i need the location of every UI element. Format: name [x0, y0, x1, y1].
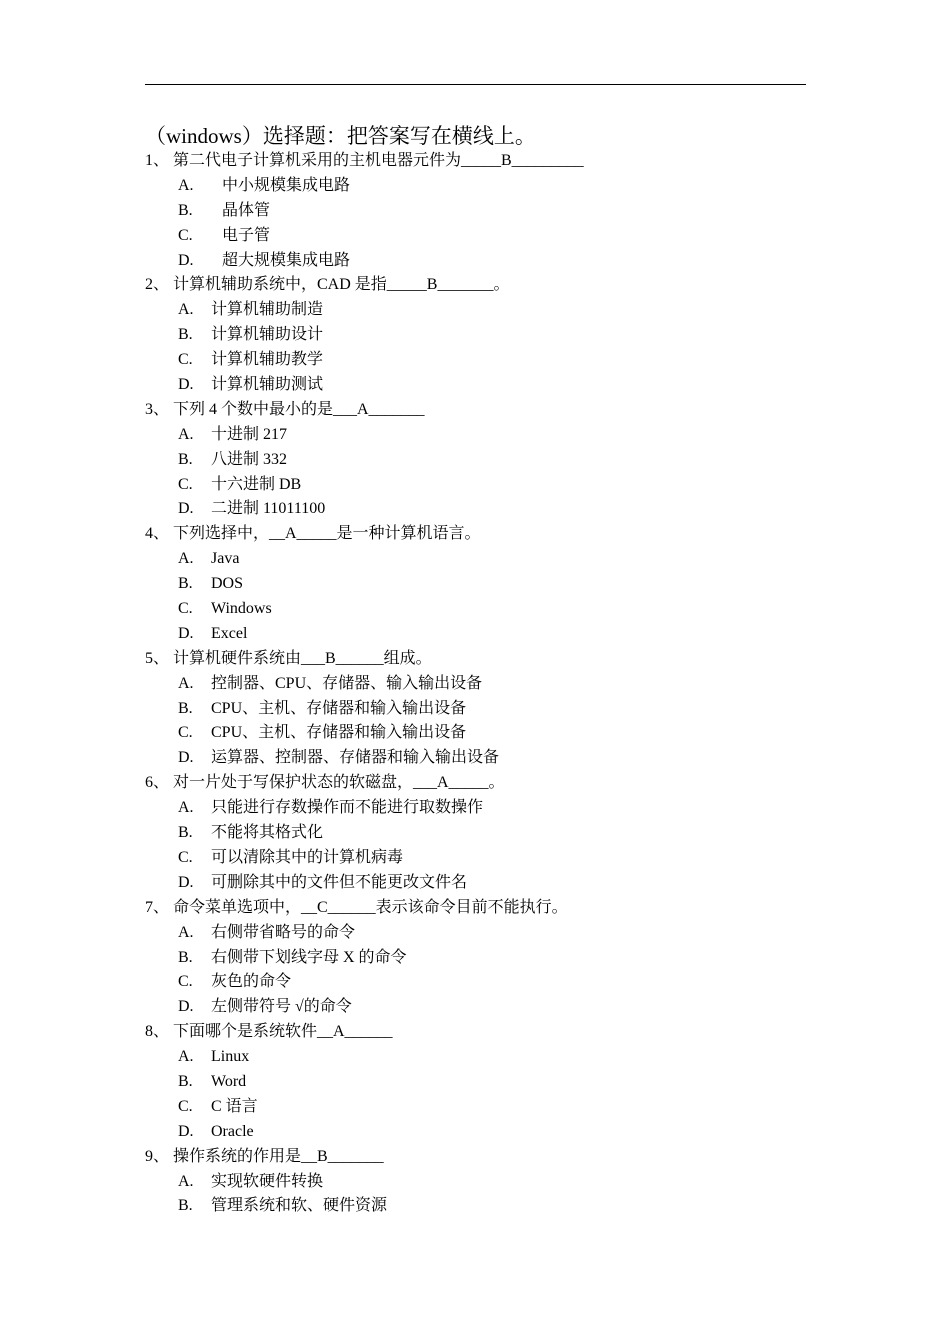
option-text: 可删除其中的文件但不能更改文件名: [211, 873, 468, 891]
option-letter: D.: [178, 1122, 194, 1140]
option-text: 中小规模集成电路: [222, 176, 351, 194]
question-number: 8、: [145, 1023, 170, 1041]
option-d: [145, 871, 825, 896]
option-b: [145, 821, 825, 846]
question-number: 2、: [145, 276, 170, 294]
question-3: [145, 398, 825, 522]
question-number: 3、: [145, 400, 170, 418]
option-letter: B.: [178, 201, 193, 219]
option-text: 控制器、CPU、存储器、输入输出设备: [211, 674, 483, 692]
option-text: 灰色的命令: [211, 973, 292, 991]
question-line: [145, 896, 825, 921]
option-letter: B.: [178, 575, 193, 593]
option-c: [145, 1095, 825, 1120]
option-d: [145, 622, 825, 647]
question-line: [145, 1145, 825, 1170]
option-letter: D.: [178, 624, 194, 642]
option-a: [145, 921, 825, 946]
option-letter: D.: [178, 500, 194, 518]
option-text: 十六进制 DB: [211, 475, 302, 493]
question-2: [145, 273, 825, 397]
option-a: [145, 174, 825, 199]
option-c: [145, 473, 825, 498]
option-b: [145, 946, 825, 971]
option-text: 实现软硬件转换: [211, 1172, 324, 1190]
question-line: [145, 149, 825, 174]
option-letter: B.: [178, 824, 193, 842]
question-text: 命令菜单选项中，__C______表示该命令目前不能执行。: [173, 898, 568, 916]
option-text: 计算机辅助设计: [211, 326, 324, 344]
option-letter: B.: [178, 326, 193, 344]
question-6: [145, 771, 825, 895]
option-d: [145, 746, 825, 771]
option-letter: A.: [178, 1172, 194, 1190]
question-number: 9、: [145, 1147, 170, 1165]
option-text: 计算机辅助测试: [211, 376, 324, 394]
option-text: 运算器、控制器、存储器和输入输出设备: [211, 749, 500, 767]
option-letter: D.: [178, 749, 194, 767]
option-text: Excel: [211, 624, 248, 642]
option-text: 二进制 11011100: [211, 500, 326, 518]
question-line: [145, 771, 825, 796]
option-letter: D.: [178, 376, 194, 394]
option-a: [145, 298, 825, 323]
option-b: [145, 1070, 825, 1095]
option-b: [145, 697, 825, 722]
option-text: C 语言: [211, 1097, 258, 1115]
option-text: 晶体管: [222, 201, 271, 219]
question-text: 计算机硬件系统由___B______组成。: [173, 649, 432, 667]
option-letter: C.: [178, 848, 193, 866]
question-4: [145, 522, 825, 646]
option-text: 十进制 217: [211, 425, 288, 443]
option-c: [145, 597, 825, 622]
question-text: 第二代电子计算机采用的主机电器元件为_____B_________: [173, 152, 584, 169]
option-text: 超大规模集成电路: [222, 251, 351, 269]
option-text: 左侧带符号 √的命令: [211, 998, 352, 1016]
option-text: 可以清除其中的计算机病毒: [211, 848, 404, 866]
question-line: [145, 273, 825, 298]
question-5: [145, 647, 825, 771]
question-line: [145, 647, 825, 672]
option-text: CPU、主机、存储器和输入输出设备: [211, 724, 467, 742]
option-letter: B.: [178, 699, 193, 717]
question-text: 下面哪个是系统软件__A______: [173, 1023, 393, 1041]
option-letter: A.: [178, 550, 194, 568]
option-text: DOS: [211, 575, 244, 593]
option-text: 计算机辅助制造: [211, 301, 324, 319]
question-number: 1、: [145, 152, 170, 169]
question-7: [145, 896, 825, 1020]
option-letter: C.: [178, 1097, 193, 1115]
option-letter: A.: [178, 301, 194, 319]
option-text: Linux: [211, 1048, 250, 1066]
option-c: [145, 970, 825, 995]
option-a: [145, 1045, 825, 1070]
question-number: 4、: [145, 525, 170, 543]
question-number: 6、: [145, 774, 170, 792]
document-title: （windows）选择题：把答案写在横线上。: [145, 124, 536, 148]
option-c: [145, 224, 825, 249]
question-text: 对一片处于写保护状态的软磁盘，___A_____。: [173, 774, 505, 792]
option-letter: C.: [178, 973, 193, 991]
option-letter: A.: [178, 425, 194, 443]
option-letter: C.: [178, 351, 193, 369]
option-a: [145, 423, 825, 448]
option-letter: B.: [178, 948, 193, 966]
option-b: [145, 323, 825, 348]
option-text: 右侧带下划线字母 X 的命令: [211, 948, 407, 966]
question-text: 操作系统的作用是__B_______: [173, 1147, 384, 1165]
question-8: [145, 1020, 825, 1144]
option-letter: A.: [178, 176, 194, 194]
question-number: 5、: [145, 649, 170, 667]
option-b: [145, 1194, 825, 1219]
option-b: [145, 572, 825, 597]
option-text: Windows: [211, 600, 272, 618]
option-letter: C.: [178, 724, 193, 742]
option-text: CPU、主机、存储器和输入输出设备: [211, 699, 467, 717]
question-9: [145, 1145, 825, 1220]
option-a: [145, 672, 825, 697]
option-a: [145, 547, 825, 572]
option-letter: A.: [178, 1048, 194, 1066]
option-text: 电子管: [222, 226, 271, 244]
option-letter: A.: [178, 923, 194, 941]
option-letter: A.: [178, 799, 194, 817]
question-1: [145, 149, 825, 273]
option-text: 管理系统和软、硬件资源: [211, 1197, 388, 1215]
option-d: [145, 1120, 825, 1145]
option-text: Word: [211, 1072, 247, 1090]
question-number: 7、: [145, 898, 170, 916]
option-letter: C.: [178, 600, 193, 618]
question-text: 下列选择中，__A_____是一种计算机语言。: [173, 525, 481, 543]
option-letter: B.: [178, 1197, 193, 1215]
header-rule: [145, 84, 806, 85]
option-text: Oracle: [211, 1122, 254, 1140]
option-d: [145, 249, 825, 274]
option-a: [145, 1170, 825, 1195]
option-text: 只能进行存数操作而不能进行取数操作: [211, 799, 484, 817]
option-c: [145, 348, 825, 373]
option-letter: C.: [178, 226, 193, 244]
option-text: Java: [211, 550, 240, 568]
question-line: [145, 1020, 825, 1045]
question-line: [145, 522, 825, 547]
option-b: [145, 199, 825, 224]
option-text: 八进制 332: [211, 450, 288, 468]
option-b: [145, 448, 825, 473]
question-text: 计算机辅助系统中，CAD 是指_____B_______。: [173, 276, 510, 294]
option-letter: C.: [178, 475, 193, 493]
question-text: 下列 4 个数中最小的是___A_______: [173, 400, 425, 418]
option-d: [145, 497, 825, 522]
option-d: [145, 995, 825, 1020]
question-line: [145, 398, 825, 423]
option-text: 计算机辅助教学: [211, 351, 324, 369]
option-d: [145, 373, 825, 398]
option-letter: D.: [178, 998, 194, 1016]
option-text: 不能将其格式化: [211, 824, 324, 842]
option-a: [145, 796, 825, 821]
option-letter: B.: [178, 450, 193, 468]
option-letter: D.: [178, 873, 194, 891]
option-text: 右侧带省略号的命令: [211, 923, 356, 941]
option-c: [145, 721, 825, 746]
option-letter: D.: [178, 251, 194, 269]
option-letter: A.: [178, 674, 194, 692]
option-letter: B.: [178, 1072, 193, 1090]
question-list: [145, 149, 825, 1219]
option-c: [145, 846, 825, 871]
